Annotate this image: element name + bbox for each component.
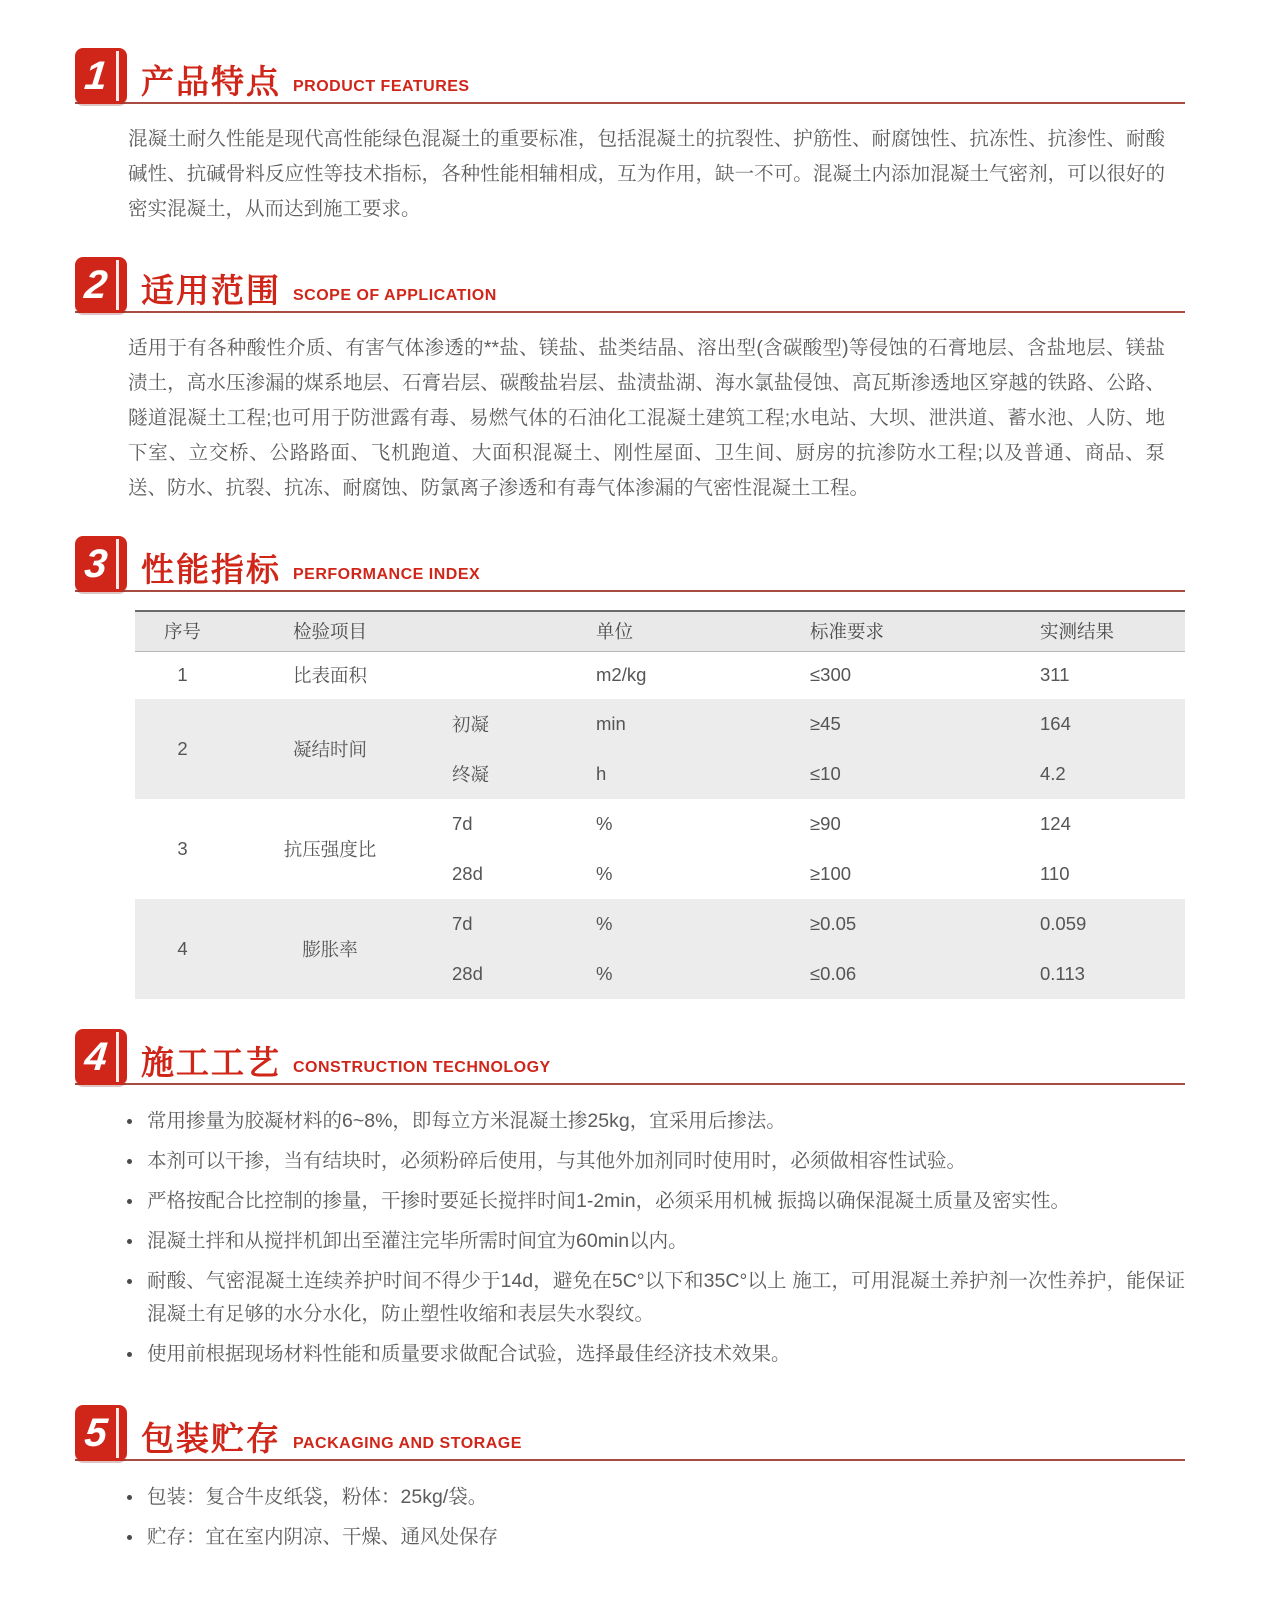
bullet-item: 包装：复合牛皮纸袋，粉体：25kg/袋。	[125, 1481, 1185, 1514]
section-number-badge	[75, 1029, 127, 1085]
table-row	[135, 699, 1185, 749]
cell-item: 比表面积	[292, 665, 367, 687]
cell-unit: h	[560, 749, 780, 799]
col-header-no: 序号	[163, 621, 201, 643]
section-header	[75, 48, 1185, 104]
packaging-bullet-list	[125, 1481, 1185, 1554]
cell-unit: %	[596, 813, 613, 834]
col-header-unit: 单位	[596, 621, 634, 643]
cell-result: 0.113	[1010, 949, 1185, 999]
cell-standard: ≤0.06	[780, 949, 1010, 999]
bullet-item: 本剂可以干掺，当有结块时，必须粉碎后使用，与其他外加剂同时使用时，必须做相容性试验。	[125, 1145, 1185, 1178]
table-header-row	[135, 611, 1185, 651]
col-header-item: 检验项目	[292, 621, 367, 643]
bullet-item: 使用前根据现场材料性能和质量要求做配合试验，选择最佳经济技术效果。	[125, 1338, 1185, 1371]
section-title-zh: 包装贮存	[141, 1420, 281, 1457]
section-title-en: PRODUCT FEATURES	[293, 78, 470, 95]
cell-no: 3	[177, 838, 188, 859]
bullet-item: 贮存：宜在室内阴凉、干燥、通风处保存	[125, 1521, 1185, 1554]
section-product-features	[75, 48, 1185, 227]
cell-unit: %	[560, 949, 780, 999]
section-title-en: CONSTRUCTION TECHNOLOGY	[293, 1059, 551, 1076]
product-features-paragraph: 混凝土耐久性能是现代高性能绿色混凝土的重要标准，包括混凝土的抗裂性、护筋性、耐腐蚀性、抗冻性、抗渗性、耐酸碱性、抗碱骨料反应性等技术指标，各种性能相辅相成，互为作用，缺一不可。混凝土内添加混凝土气密剂，可以很好的密实混凝土，从而达到施工要求。	[128, 128, 1165, 220]
cell-standard: ≥100	[810, 863, 852, 884]
section-number-badge	[75, 257, 127, 313]
section-construction	[75, 1029, 1185, 1371]
cell-result: 124	[1040, 813, 1071, 834]
construction-bullet-list	[125, 1105, 1185, 1371]
cell-no: 2	[135, 699, 230, 799]
cell-standard: ≥0.05	[780, 899, 1010, 949]
section-title-en: PACKAGING AND STORAGE	[293, 1435, 522, 1452]
section-number-badge	[75, 536, 127, 592]
section-number: 3	[82, 541, 110, 586]
cell-item: 膨胀率	[230, 899, 430, 999]
section-number-badge	[75, 1405, 127, 1461]
cell-item: 凝结时间	[230, 699, 430, 799]
section-header	[75, 536, 1185, 592]
table-row	[135, 799, 1185, 849]
section-title-zh: 产品特点	[141, 63, 281, 100]
col-header-result: 实测结果	[1040, 621, 1115, 643]
section-number: 2	[82, 262, 110, 307]
section-header	[75, 1029, 1185, 1085]
section-header	[75, 257, 1185, 313]
cell-result: 164	[1010, 699, 1185, 749]
performance-table	[135, 610, 1185, 999]
cell-unit: %	[596, 863, 613, 884]
cell-sub: 28d	[452, 863, 483, 884]
section-scope	[75, 257, 1185, 506]
bullet-item: 耐酸、气密混凝土连续养护时间不得少于14d，避免在5C°以下和35C°以上 施工，可用混凝土养护剂一次性养护，能保证混凝土有足够的水分水化，防止塑性收缩和表层失水裂纹。	[125, 1265, 1185, 1331]
section-number: 1	[82, 53, 110, 98]
col-header-standard: 标准要求	[810, 621, 885, 643]
cell-sub: 28d	[430, 949, 560, 999]
cell-sub: 初凝	[430, 699, 560, 749]
cell-standard: ≥90	[810, 813, 841, 834]
cell-sub: 终凝	[430, 749, 560, 799]
cell-unit: m2/kg	[596, 664, 647, 686]
section-title-en: PERFORMANCE INDEX	[293, 566, 481, 583]
cell-sub: 7d	[430, 899, 560, 949]
section-number: 4	[82, 1034, 110, 1079]
bullet-item: 混凝土拌和从搅拌机卸出至灌注完毕所需时间宜为60min以内。	[125, 1225, 1185, 1258]
section-title-zh: 适用范围	[141, 272, 281, 309]
cell-result: 4.2	[1010, 749, 1185, 799]
section-title-zh: 施工工艺	[141, 1044, 281, 1081]
table-row	[135, 651, 1185, 699]
section-number-badge	[75, 48, 127, 104]
cell-result: 0.059	[1010, 899, 1185, 949]
scope-paragraph: 适用于有各种酸性介质、有害气体渗透的**盐、镁盐、盐类结晶、溶出型(含碳酸型)等侵蚀的石膏地层、含盐地层、镁盐渍土，高水压渗漏的煤系地层、石膏岩层、碳酸盐岩层、盐渍盐湖、海水氯盐侵蚀、高瓦斯渗透地区穿越的铁路、公路、隧道混凝土工程;也可用于防泄露有毒、易燃气体的石油化工混凝土建筑工程;水电站、大坝、泄洪道、蓄水池、人防、地下室、立交桥、公路路面、飞机跑道、大面积混凝土、刚性屋面、卫生间、厨房的抗渗防水工程;以及普通、商品、泵送、防水、抗裂、抗冻、耐腐蚀、防氯离子渗透和有毒气体渗漏的气密性混凝土工程。	[128, 337, 1165, 499]
cell-result: 311	[1040, 664, 1070, 686]
section-title-zh: 性能指标	[141, 551, 281, 588]
col-header-sub	[430, 611, 560, 651]
section-performance	[75, 536, 1185, 999]
cell-sub	[430, 651, 560, 699]
cell-standard: ≤10	[780, 749, 1010, 799]
cell-unit: min	[560, 699, 780, 749]
cell-standard: ≤300	[810, 664, 852, 686]
cell-result: 110	[1040, 863, 1070, 884]
cell-no: 4	[135, 899, 230, 999]
cell-no: 1	[177, 664, 188, 686]
section-title-en: SCOPE OF APPLICATION	[293, 287, 497, 304]
cell-item: 抗压强度比	[283, 839, 377, 860]
cell-unit: %	[560, 899, 780, 949]
section-packaging	[75, 1405, 1185, 1554]
cell-standard: ≥45	[780, 699, 1010, 749]
bullet-item: 严格按配合比控制的掺量，干掺时要延长搅拌时间1-2min，必须采用机械 振捣以确保混凝土质量及密实性。	[125, 1185, 1185, 1218]
cell-sub: 7d	[452, 813, 473, 834]
section-number: 5	[82, 1410, 110, 1455]
bullet-item: 常用掺量为胶凝材料的6~8%，即每立方米混凝土掺25kg，宜采用后掺法。	[125, 1105, 1185, 1138]
section-header	[75, 1405, 1185, 1461]
table-row	[135, 899, 1185, 949]
